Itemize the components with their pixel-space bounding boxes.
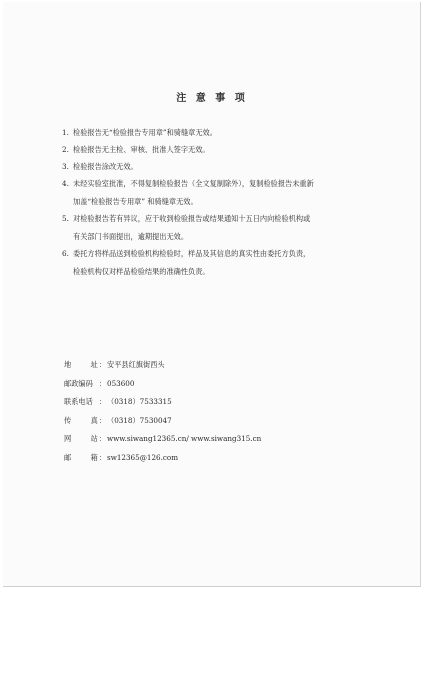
- email-label: 邮 箱：: [64, 452, 106, 462]
- address-value: 安平县红旗街西头: [107, 360, 165, 369]
- contact-info: [64, 360, 364, 471]
- notice-text: [73, 162, 382, 171]
- notice-item-5: [62, 214, 382, 241]
- contact-phone-row: [64, 397, 364, 406]
- notice-line: 检验机构仅对样品检验结果的准确性负责。: [73, 267, 210, 276]
- notice-text: [73, 249, 382, 276]
- address-label: 地 址：: [64, 360, 106, 369]
- notice-number: 2.: [62, 145, 69, 154]
- postcode-value: 053600: [107, 378, 135, 388]
- notice-line: 检验报告涂改无效。: [73, 162, 138, 171]
- notice-line: 检验报告无“检验报告专用章”和骑缝章无效。: [73, 128, 217, 137]
- notice-number: 1.: [62, 128, 69, 137]
- contact-postcode-row: [64, 379, 364, 388]
- notice-text: [73, 145, 382, 154]
- page-title: 注 意 事 项: [176, 93, 248, 104]
- phone-value: （0318）7533315: [107, 397, 172, 406]
- notice-number: 4.: [62, 179, 69, 188]
- notice-text: [73, 179, 382, 206]
- website-label: 网 站：: [64, 434, 106, 443]
- email-value[interactable]: sw12365@126.com: [107, 452, 179, 462]
- website-value[interactable]: www.siwang12365.cn/ www.siwang315.cn: [107, 434, 262, 443]
- notice-number: 3.: [62, 162, 69, 171]
- notice-item-4: [62, 179, 382, 206]
- contact-fax-row: [64, 416, 364, 425]
- notice-item-1: [62, 128, 382, 137]
- notice-text: [73, 214, 382, 241]
- notice-text: [73, 128, 382, 137]
- notice-item-3: [62, 162, 382, 171]
- fax-label: 传 真：: [64, 415, 106, 425]
- fax-value: （0318）7530047: [107, 415, 172, 425]
- postcode-label: 邮政编码 ：: [64, 378, 106, 388]
- notice-item-6: [62, 249, 382, 276]
- notice-number: 5.: [62, 214, 69, 223]
- contact-email-row: [64, 453, 364, 462]
- notice-line: 对检验报告若有异议，应于收到检验报告或结果通知十五日内向检验机构或: [73, 214, 311, 223]
- notice-list: [62, 128, 382, 284]
- notice-line: 未经实验室批准，不得复制检验报告（全文复制除外），复制检验报告未重新: [73, 179, 314, 188]
- notice-line: 检验报告无主检、审核、批准人签字无效。: [73, 145, 210, 154]
- notice-line: 加盖“检验报告专用章” 和骑缝章无效。: [73, 197, 198, 206]
- contact-website-row: [64, 434, 364, 443]
- notice-item-2: [62, 145, 382, 154]
- notice-line: 委托方将样品送到检验机构检验时，样品及其信息的真实性由委托方负责，: [73, 249, 311, 258]
- phone-label: 联系电话 ：: [64, 397, 106, 406]
- contact-address-row: [64, 360, 364, 369]
- notice-line: 有关部门书面提出，逾期提出无效。: [73, 232, 189, 241]
- notice-number: 6.: [62, 249, 69, 258]
